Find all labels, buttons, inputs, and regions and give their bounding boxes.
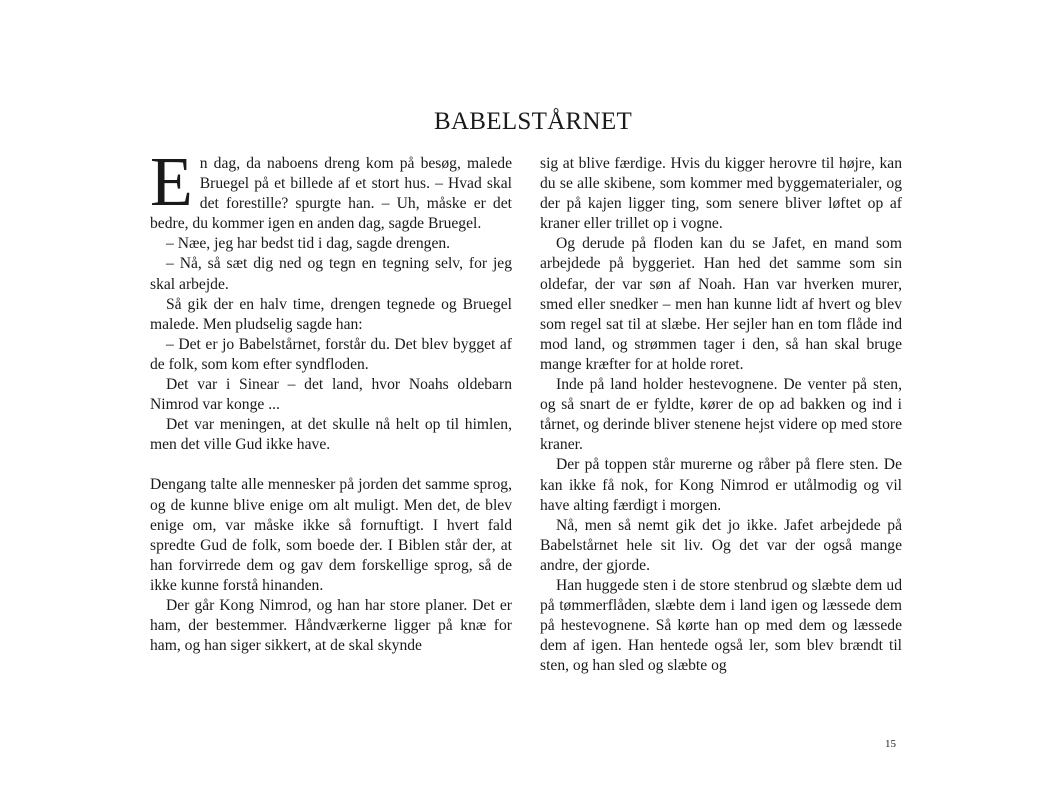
paragraph: Dengang talte alle mennesker på jorden det samme sprog, og de kunne blive enige om alt muligt. Men det, de blev enige om, var måske ikke så fornuftigt. I hvert fald spredte Gud de folk, som boede der. I Biblen står der, at han forvirrede dem og gav dem forskellige sprog, så de ikke kunne forstå hinanden. [150, 476, 512, 594]
paragraph: sig at blive færdige. Hvis du kigger herovre til højre, kan du se alle skibene, som kommer med byggematerialer, og der på kajen ligger ting, som senere bliver løftet op af kraner eller trillet op i vogne. [540, 155, 902, 233]
page-title: BABELSTÅRNET [433, 108, 633, 135]
paragraph: – Nå, så sæt dig ned og tegn en tegning selv, for jeg skal arbejde. [150, 255, 512, 293]
right-column [540, 154, 902, 676]
paragraph: Det var meningen, at det skulle nå helt op til himlen, men det ville Gud ikke have. [150, 416, 512, 454]
left-column [150, 144, 512, 656]
paragraph: – Næe, jeg har bedst tid i dag, sagde drengen. [166, 235, 451, 253]
paragraph-text: n dag, da naboens dreng kom på besøg, malede Bruegel på et billede af et stort hus. – Hvad skal det forestille? spurgte han. – Uh, måske er det bedre, du kommer igen en anden dag, sagde Bruegel. [150, 155, 512, 233]
paragraph: Der går Kong Nimrod, og han har store planer. Det er ham, der bestemmer. Håndværkerne ligger på knæ for ham, og han siger sikkert, at de skal skynde [150, 596, 512, 655]
paragraph: Nå, men så nemt gik det jo ikke. Jafet arbejdede på Babelstårnet hele sit liv. Og det var der også mange andre, der gjorde. [540, 516, 902, 574]
page-number: 15 [885, 738, 896, 750]
drop-cap: E [150, 144, 193, 221]
paragraph: Og derude på floden kan du se Jafet, en mand som arbejdede på byggeriet. Han hed det samme som sin oldefar, der var søn af Noah. Han var hverken murer, smed eller snedker – men han kunne lidt af hvert og blev som regel sat til at slæbe. Her sejler han en tom flåde ind mod land, og strømmen tager i den, så han skal bruge mange kræfter for at holde roret. [540, 235, 902, 373]
paragraph: Han huggede sten i de store stenbrud og slæbte dem ud på tømmerflåden, slæbte dem i land igen og læssede dem på hestevognene. Så kørte han op med dem og læssede dem af igen. Han hentede også ler, som blev brændt til sten, og han sled og slæbte og [540, 576, 902, 675]
paragraph: Der på toppen står murerne og råber på flere sten. De kan ikke få nok, for Kong Nimrod er utålmodig og vil have alting færdigt i morgen. [540, 456, 902, 514]
paragraph: Det var i Sinear – det land, hvor Noahs oldebarn Nimrod var konge ... [150, 376, 512, 414]
paragraph: Så gik der en halv time, drengen tegnede og Bruegel malede. Men pludselig sagde han: [150, 295, 512, 333]
paragraph [150, 144, 512, 234]
paragraph: – Det er jo Babelstårnet, forstår du. Det blev bygget af de folk, som kom efter syndfloden. [150, 335, 512, 373]
paragraph: Inde på land holder hestevognene. De venter på sten, og så snart de er fyldte, kører de op ad bakken og ind i tårnet, og derinde bliver stenene hejst videre op med store kraner. [540, 376, 902, 454]
